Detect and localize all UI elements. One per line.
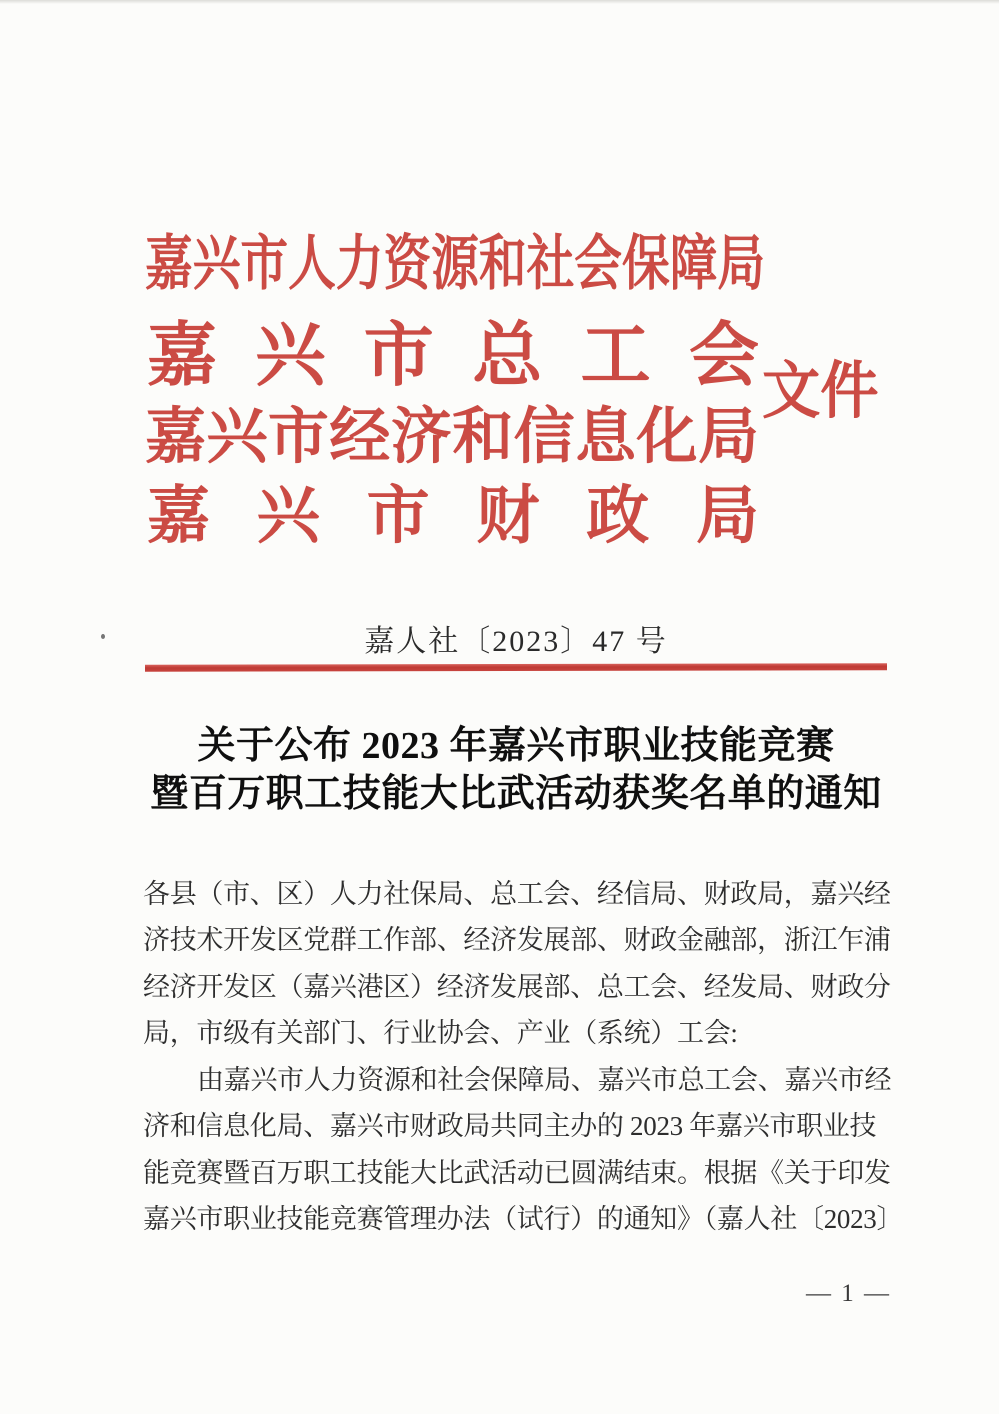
body-line-3: 经济开发区（嘉兴港区）经济发展部、总工会、经发局、财政分 <box>143 971 891 1002</box>
body-line-6: 济和信息化局、嘉兴市财政局共同主办的 2023 年嘉兴市职业技 <box>143 1111 877 1142</box>
letterhead <box>145 233 887 553</box>
notice-title-line-1: 关于公布 2023 年嘉兴市职业技能竞赛 <box>197 725 835 767</box>
agency-name-3: 嘉兴市经济和信息化局 <box>145 404 759 471</box>
notice-title-line-2: 暨百万职工技能大比武活动获奖名单的通知 <box>150 773 882 815</box>
red-divider-rule <box>145 663 887 672</box>
doc-type-label: 文件 <box>762 358 879 426</box>
agency-name-2: 嘉兴市总工会 <box>147 318 759 395</box>
body-line-4: 局，市级有关部门、行业协会、产业（系统）工会: <box>143 1018 738 1049</box>
notice-body <box>143 868 904 1240</box>
page-number: — 1 — <box>806 1280 891 1307</box>
body-line-5: 由嘉兴市人力资源和社会保障局、嘉兴市总工会、嘉兴市经 <box>197 1064 892 1095</box>
body-line-7: 能竞赛暨百万职工技能大比武活动已圆满结束。根据《关于印发 <box>143 1157 891 1188</box>
agency-name-4: 嘉兴市财政局 <box>147 481 759 551</box>
notice-title <box>108 722 924 818</box>
doc-number: 嘉人社〔2023〕47 号 <box>364 625 668 658</box>
agency-name-1: 嘉兴市人力资源和社会保障局 <box>145 231 766 297</box>
body-line-8: 嘉兴市职业技能竞赛管理办法（试行）的通知》（嘉人社〔2023〕 <box>143 1204 904 1235</box>
body-line-1: 各县（市、区）人力社保局、总工会、经信局、财政局，嘉兴经 <box>143 878 891 909</box>
body-line-2: 济技术开发区党群工作部、经济发展部、财政金融部，浙江乍浦 <box>143 925 891 956</box>
scan-speck <box>101 634 105 639</box>
